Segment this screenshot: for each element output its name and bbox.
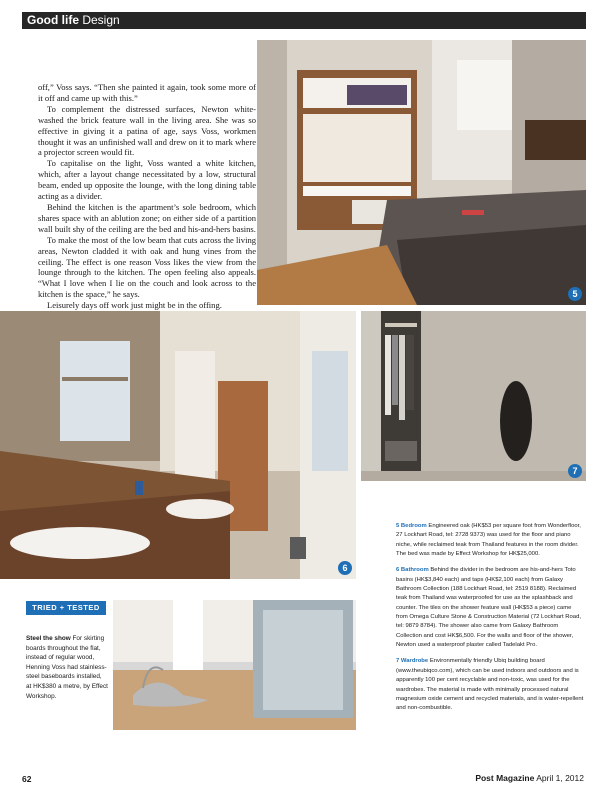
article-paragraph: Behind the kitchen is the apartment’s sole bedroom, which shares space with an ablution zone; on either side of a partition wall built shy of the ceiling are the bed and his-and-hers basins. xyxy=(38,201,256,234)
article-paragraph: To make the most of the low beam that cuts across the living areas, Newton cladded it with oak and hung vines from the ceiling. The effect is one reason Voss likes the view from the lounge through to the kitchen. The open feeling also appeals. “What I love when I lie on the couch and look across to the kitchen is the space,” he says. xyxy=(38,234,256,300)
section-title-bold: Good life xyxy=(27,13,79,27)
section-title xyxy=(27,13,120,28)
photo-number-badge: 6 xyxy=(338,561,352,575)
tried-tested-badge: TRIED + TESTED xyxy=(26,601,106,615)
wardrobe-photo xyxy=(361,311,586,481)
tried-tested-title: Steel the show xyxy=(26,635,71,642)
caption-wardrobe xyxy=(396,657,584,713)
page-number: 62 xyxy=(22,774,32,784)
tried-tested-text xyxy=(26,634,108,701)
photo-captions xyxy=(396,522,584,721)
bedroom-illustration xyxy=(257,40,586,305)
article-paragraph: To complement the distressed surfaces, Newton white-washed the brick feature wall in the living area. She was so effective in giving it a patina of age, says Voss, workmen thought it was an unfinished wall and drew on it to mark where a projector screen would fit. xyxy=(38,103,256,158)
bedroom-photo xyxy=(257,40,586,305)
article-paragraph: To capitalise on the light, Voss wanted a white kitchen, which, after a layout change necessitated by a low, structural beam, ended up opposite the lounge, with the long dining table acting as a divider. xyxy=(38,158,256,202)
photo-number-badge: 5 xyxy=(568,287,582,301)
caption-lead: 7 Wardrobe xyxy=(396,658,429,665)
caption-bathroom xyxy=(396,566,584,650)
bathroom-photo xyxy=(0,311,356,579)
section-title-light: Design xyxy=(82,13,120,27)
tried-tested-body: For skirting boards throughout the flat, instead of regular wood, Henning Voss had stainless-steel baseboards installed, at HK$380 a metre, by Effect Workshop. xyxy=(26,635,108,700)
wardrobe-illustration xyxy=(361,311,586,481)
footer-credit xyxy=(475,773,584,783)
article-paragraph: Leisurely days off work just might be in the offing. xyxy=(47,300,222,311)
bathroom-illustration xyxy=(0,311,356,579)
article-body xyxy=(38,82,256,311)
steel-baseboard-photo xyxy=(113,600,356,730)
section-header-bar xyxy=(22,12,586,29)
magazine-name: Post Magazine xyxy=(475,773,535,783)
caption-text: Environmentally friendly Ubiq building board (www.theubiqco.com), which can be used indoors and outdoors and is apparently 100 per cent recyclable and non-toxic, was used for the wardrobes. The material is made with minimally processed natural magnesium oxide cement and recycled materials, and is water-repellent and non-combustible. xyxy=(396,658,584,712)
article-paragraph: off,” Voss says. “Then she painted it again, took some more of it off and came up with this.” xyxy=(38,82,256,103)
caption-lead: 6 Bathroom xyxy=(396,567,429,574)
photo-number-badge: 7 xyxy=(568,464,582,478)
caption-bedroom xyxy=(396,522,584,559)
caption-text: Engineered oak (HK$53 per square foot from Wonderfloor, 27 Lockhart Road, tel: 2728 9373) was used for the floor and piano niche, while reclaimed teak from Thailand features in the room divider. The bed was made by Effect Workshop for HK$25,000. xyxy=(396,523,581,558)
steel-baseboard-illustration xyxy=(113,600,356,730)
caption-lead: 5 Bedroom xyxy=(396,523,427,529)
issue-date: April 1, 2012 xyxy=(536,773,584,783)
caption-text: Behind the divider in the bedroom are his-and-hers Toto basins (HK$3,840 each) and taps (HK$2,100 each) from Galaxy Bathroom Collection (188 Lockhart Road, tel: 2519 8188). Reclaimed teak from Thailand was waterproofed for use as the splashback and counter. The tiles on the shower feature wall (HK$53 a piece) came from Omega Culture Stone & Construction Material (72 Lockhart Road, tel: 9879 8784). The shower also came from Galaxy Bathroom Collection and cost HK$6,500. For the walls and floor of the shower, Newton used a waterproof plaster called Tadelakt Pro. xyxy=(396,567,581,649)
